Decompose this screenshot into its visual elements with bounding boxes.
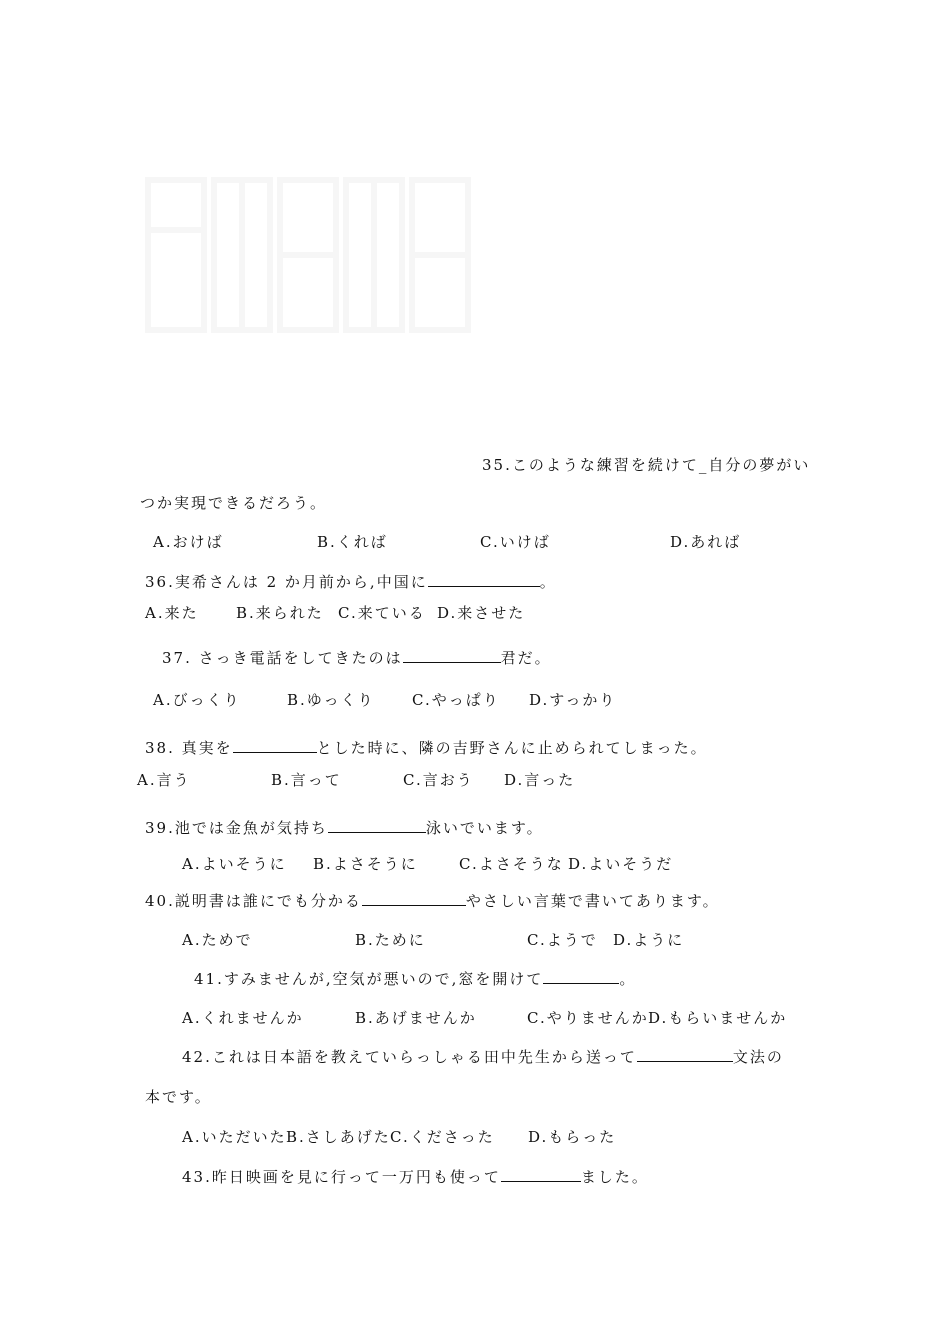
option-d: D.もらった	[528, 1128, 617, 1146]
question-text: ました。	[580, 1168, 649, 1186]
question-40	[145, 890, 720, 911]
answer-blank	[328, 817, 426, 833]
answer-blank	[233, 737, 317, 753]
question-text: 38. 真実を	[145, 739, 233, 757]
question-42	[182, 1046, 784, 1067]
question-text: 文法の	[732, 1048, 784, 1066]
watermark-logo	[140, 160, 480, 350]
question-41	[194, 968, 636, 989]
option-c: C.いけば	[480, 533, 551, 551]
answer-blank	[428, 571, 540, 587]
answer-blank	[501, 1166, 581, 1182]
option-c: C.やっぱり	[412, 691, 500, 709]
question-43	[182, 1166, 649, 1187]
option-a: A.言う	[137, 771, 191, 789]
option-c: C.来ている	[338, 604, 426, 622]
question-35	[482, 455, 810, 475]
question-text: 41.すみませんが,空気が悪いので,窓を開けて	[194, 970, 544, 988]
option-b: B.さしあげた	[286, 1128, 391, 1146]
option-a: A.くれませんか	[182, 1009, 304, 1027]
question-text: 39.池では金魚が気持ち	[145, 819, 328, 837]
option-d: D.すっかり	[529, 691, 617, 709]
question-text: 37. さっき電話をしてきたのは	[162, 649, 403, 667]
option-c: C.ようで	[527, 931, 598, 949]
option-b: B.くれば	[317, 533, 388, 551]
question-text: 。	[539, 573, 557, 591]
question-text: 君だ。	[500, 649, 552, 667]
option-c: C.言おう	[403, 771, 474, 789]
option-d: D.あれば	[670, 533, 742, 551]
option-c: C.やりませんか	[527, 1009, 649, 1027]
option-a: A.ためで	[182, 931, 253, 949]
option-d: D.よいそうだ	[568, 855, 674, 873]
option-b: B.言って	[271, 771, 342, 789]
option-d: D.言った	[504, 771, 576, 789]
answer-blank	[362, 890, 466, 906]
question-38	[145, 737, 708, 758]
option-b: B.ゆっくり	[287, 691, 375, 709]
question-text: 自分の夢がい	[708, 456, 811, 474]
question-42-continued: 本です。	[145, 1088, 212, 1106]
option-a: A.いただいた	[182, 1128, 287, 1146]
option-a: A.おけば	[153, 533, 224, 551]
question-text: 。	[619, 970, 637, 988]
option-d: D.ように	[613, 931, 685, 949]
question-text: 43.昨日映画を見に行って一万円も使って	[182, 1168, 501, 1186]
answer-blank	[637, 1046, 733, 1062]
option-c: C.よさそうな	[459, 855, 564, 873]
option-a: A.びっくり	[153, 691, 241, 709]
option-d: D.もらいませんか	[648, 1009, 788, 1027]
answer-blank	[543, 968, 619, 984]
option-d: D.来させた	[437, 604, 526, 622]
question-text: 35.このような練習を続けて_	[482, 456, 709, 474]
question-text: 泳いでいます。	[425, 819, 544, 837]
option-a: A.よいそうに	[182, 855, 287, 873]
option-b: B.来られた	[236, 604, 324, 622]
answer-blank	[403, 647, 501, 663]
question-37	[162, 647, 552, 668]
question-text: 36.実希さんは 2 か月前から,中国に	[145, 573, 428, 591]
question-text: やさしい言葉で書いてあります。	[465, 892, 720, 910]
question-text: とした時に、隣の吉野さんに止められてしまった。	[316, 739, 708, 757]
option-b: B.よさそうに	[313, 855, 418, 873]
option-b: B.あげませんか	[355, 1009, 477, 1027]
option-c: C.くださった	[390, 1128, 495, 1146]
question-36	[145, 571, 557, 592]
option-a: A.来た	[145, 604, 199, 622]
question-text: 40.説明書は誰にでも分かる	[145, 892, 362, 910]
question-39	[145, 817, 544, 838]
option-b: B.ために	[355, 931, 426, 949]
question-35-continued: つか実現できるだろう。	[140, 494, 328, 512]
question-text: 42.これは日本語を教えていらっしゃる田中先生から送って	[182, 1048, 637, 1066]
